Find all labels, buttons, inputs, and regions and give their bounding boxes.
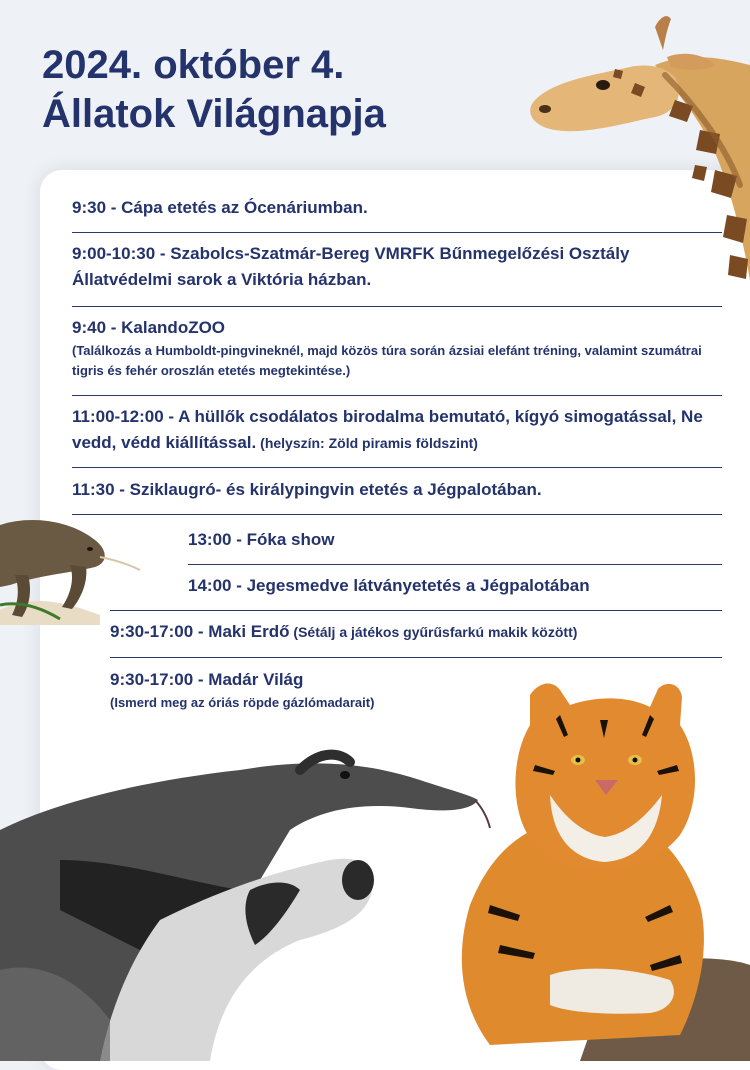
event-text: - KalandoZOO	[106, 318, 226, 337]
divider	[72, 232, 722, 233]
divider	[188, 564, 722, 565]
event-note: (helyszín: Zöld piramis földszint)	[256, 435, 478, 451]
event-note: (Találkozás a Humboldt-pingvineknél, majd közös túra során ázsiai elefánt tréning, valamint szumátrai tigris és fehér oroszlán etetés megtekintése.)	[72, 343, 702, 378]
event-note: (Sétálj a játékos gyűrűsfarkú makik között)	[289, 624, 578, 640]
event-maki-forest	[110, 619, 730, 645]
divider	[110, 657, 722, 658]
divider	[72, 514, 722, 515]
event-text: - Szabolcs-Szatmár-Bereg VMRFK Bűnmegelőzési Osztály Állatvédelmi sarok a Viktória házban.	[72, 244, 630, 289]
event-reptiles	[72, 404, 727, 456]
event-text: - Cápa etetés az Ócenáriumban.	[106, 198, 368, 217]
event-penguin-feeding	[72, 477, 722, 503]
tiger-image	[430, 675, 750, 1061]
event-time: 13:00	[188, 530, 232, 549]
event-text: - Jegesmedve látványetetés a Jégpalotában	[231, 576, 590, 595]
divider	[72, 467, 722, 468]
event-date: 2024. október 4.	[42, 43, 345, 87]
event-crime-prevention	[72, 241, 732, 293]
event-text: - Sziklaugró- és királypingvin etetés a Jégpalotában.	[114, 480, 542, 499]
event-text: - Fóka show	[231, 530, 335, 549]
event-text: - Maki Erdő	[193, 622, 290, 641]
event-kalandozoo	[72, 315, 727, 381]
divider	[110, 610, 722, 611]
event-time: 14:00	[188, 576, 232, 595]
event-time: 9:30	[72, 198, 107, 217]
event-time: 9:30-17:00	[110, 670, 194, 689]
divider	[72, 306, 722, 307]
event-time: 11:30	[72, 480, 115, 499]
anteater-image	[0, 740, 500, 1061]
event-time: 9:00-10:30	[72, 244, 156, 263]
page-title: Állatok Világnapja	[42, 92, 386, 136]
title-block	[42, 42, 386, 140]
event-note: (Ismerd meg az óriás röpde gázlómadarait)	[110, 695, 375, 710]
event-seal-show	[188, 527, 718, 553]
event-shark-feeding	[72, 195, 722, 221]
event-time: 11:00-12:00	[72, 407, 164, 426]
event-time: 9:30-17:00	[110, 622, 194, 641]
event-bird-world	[110, 667, 610, 713]
divider	[72, 395, 722, 396]
komodo-dragon-image	[0, 515, 145, 625]
event-time: 9:40	[72, 318, 107, 337]
event-text: - Madár Világ	[193, 670, 304, 689]
event-text: - A hüllők csodálatos birodalma bemutató, kígyó simogatással, Ne vedd, védd kiállítással.	[72, 407, 703, 452]
event-polar-bear	[188, 573, 718, 599]
